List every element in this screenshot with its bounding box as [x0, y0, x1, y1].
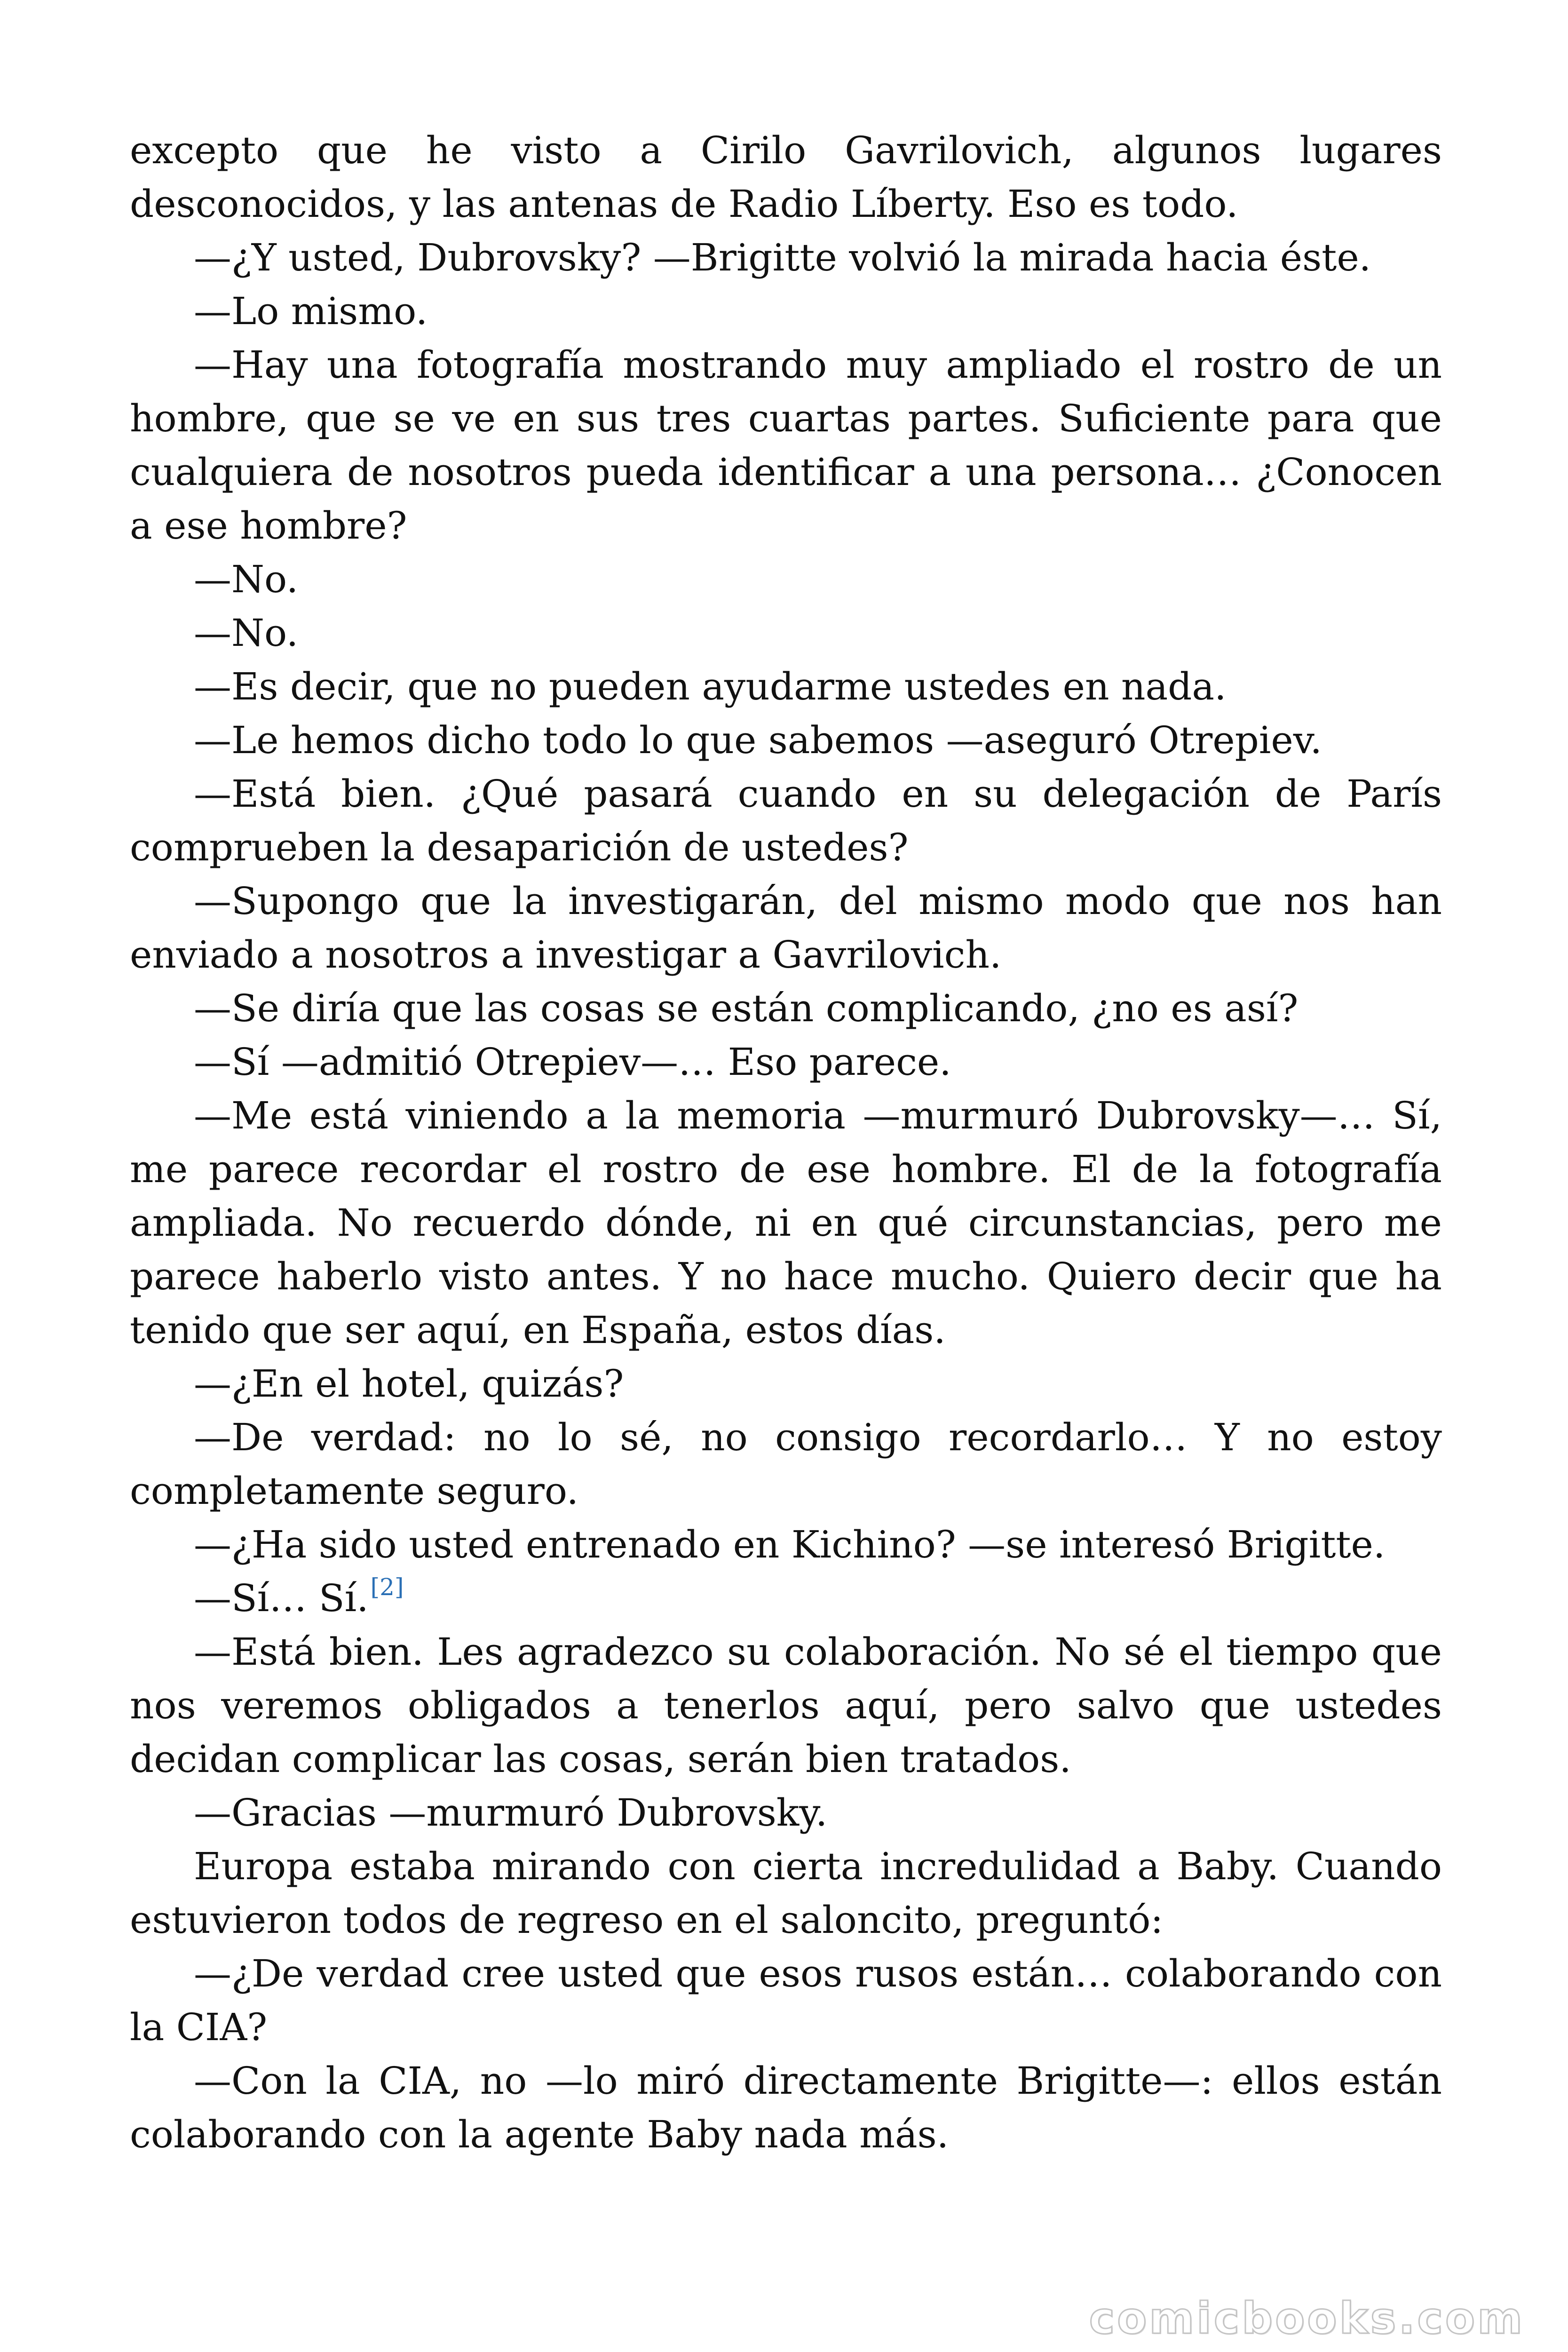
- dialogue-paragraph: —Se diría que las cosas se están complicando, ¿no es así?: [194, 986, 1299, 1030]
- dialogue-paragraph: —¿En el hotel, quizás?: [194, 1362, 624, 1406]
- dialogue-paragraph: —No.: [194, 557, 299, 601]
- dialogue-paragraph: —¿Ha sido usted entrenado en Kichino? —se interesó Brigitte.: [194, 1523, 1386, 1566]
- dialogue-paragraph: —Es decir, que no pueden ayudarme ustedes en nada.: [194, 665, 1227, 708]
- dialogue-paragraph: —Sí —admitió Otrepiev—… Eso parece.: [194, 1040, 951, 1084]
- watermark-logo: comicbooks.com: [1089, 2293, 1525, 2344]
- dialogue-paragraph: —¿De verdad cree usted que esos rusos están… colaborando con la CIA?: [130, 1952, 1442, 2049]
- dialogue-paragraph: —Está bien. ¿Qué pasará cuando en su delegación de París comprueben la desaparición de ustedes?: [130, 772, 1442, 869]
- book-page: [130, 124, 1442, 2161]
- dialogue-paragraph: —¿Y usted, Dubrovsky? —Brigitte volvió la mirada hacia éste.: [194, 236, 1371, 279]
- dialogue-paragraph: —No.: [194, 611, 299, 655]
- dialogue-paragraph: —Me está viniendo a la memoria —murmuró Dubrovsky—… Sí, me parece recordar el rostro de ese hombre. El de la fotografía ampliada. No recuerdo dónde, ni en qué circunstancias, pero me parece haberlo visto antes. Y no hace mucho. Quiero decir que ha tenido que ser aquí, en España, estos días.: [130, 1094, 1442, 1352]
- dialogue-paragraph: —Hay una fotografía mostrando muy ampliado el rostro de un hombre, que se ve en sus tres cuartas partes. Suficiente para que cualquiera de nosotros pueda identificar a una persona… ¿Conocen a ese hombre?: [130, 343, 1442, 548]
- footnote-link[interactable]: [2]: [370, 1573, 404, 1601]
- dialogue-paragraph: —Sí… Sí.[2]: [194, 1573, 404, 1620]
- dialogue-paragraph: —De verdad: no lo sé, no consigo recordarlo… Y no estoy completamente seguro.: [130, 1415, 1442, 1513]
- dialogue-paragraph: —Supongo que la investigarán, del mismo modo que nos han enviado a nosotros a investigar a Gavrilovich.: [130, 879, 1442, 977]
- dialogue-paragraph: —Lo mismo.: [194, 289, 428, 333]
- dialogue-paragraph: —Con la CIA, no —lo miró directamente Brigitte—: ellos están colaborando con la agente Baby nada más.: [130, 2059, 1442, 2156]
- dialogue-paragraph: —Está bien. Les agradezco su colaboración. No sé el tiempo que nos veremos obligados a tenerlos aquí, pero salvo que ustedes decidan complicar las cosas, serán bien tratados.: [130, 1630, 1442, 1781]
- dialogue-paragraph: —Gracias —murmuró Dubrovsky.: [194, 1791, 828, 1835]
- dialogue-paragraph: —Le hemos dicho todo lo que sabemos —aseguró Otrepiev.: [194, 718, 1322, 762]
- narrative-paragraph: Europa estaba mirando con cierta incredulidad a Baby. Cuando estuvieron todos de regreso en el saloncito, preguntó:: [130, 1844, 1442, 1942]
- paragraph-continuation: excepto que he visto a Cirilo Gavrilovich, algunos lugares desconocidos, y las antenas de Radio Líberty. Eso es todo.: [130, 128, 1442, 226]
